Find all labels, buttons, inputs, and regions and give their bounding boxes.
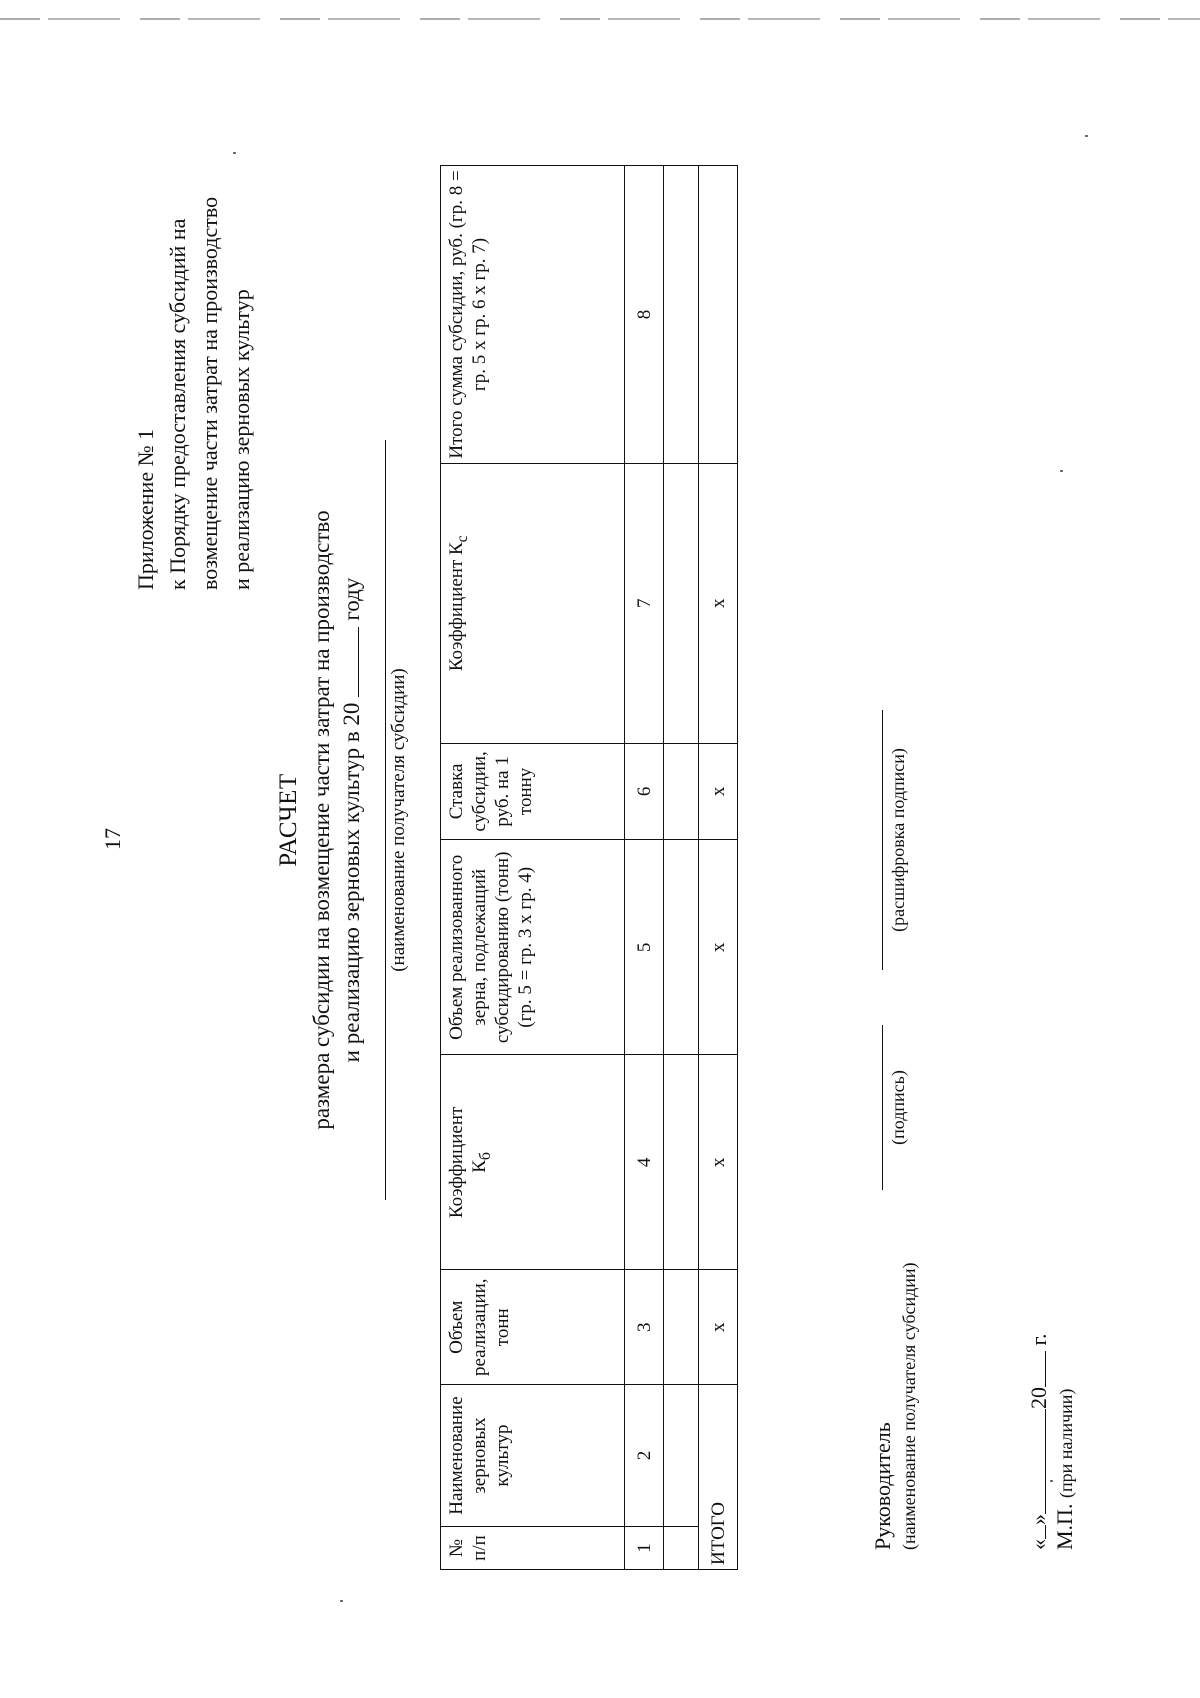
table-cell [664, 743, 699, 840]
total-cell: x [699, 1055, 738, 1270]
year-suffix: г. [1026, 1333, 1051, 1346]
scan-artifact-line [0, 18, 1200, 20]
table-row-empty [664, 166, 699, 1570]
coef-b-subscript: б [476, 1152, 494, 1161]
table-cell [664, 166, 699, 464]
column-number: 2 [625, 1385, 664, 1527]
total-label: ИТОГО [699, 1385, 738, 1570]
total-cell [699, 166, 738, 464]
signature-head: Руководитель [870, 1422, 895, 1550]
decode-caption: (расшифровка подписи) [888, 748, 908, 932]
signature-block [870, 350, 956, 1550]
column-number: 7 [625, 463, 664, 743]
column-number: 4 [625, 1055, 664, 1270]
date-close-quote: » [1026, 1514, 1051, 1525]
column-number: 8 [625, 166, 664, 464]
year-blank-date [1025, 1351, 1046, 1387]
rotated-page [100, 60, 1120, 1580]
date-line [1025, 1333, 1052, 1550]
decode-line [882, 710, 883, 970]
calculation-table [440, 165, 738, 1570]
year-prefix: 20 [1026, 1387, 1051, 1409]
column-number: 3 [625, 1270, 664, 1385]
table-row-column-numbers [625, 166, 664, 1570]
table-cell [664, 1055, 699, 1270]
total-cell: x [699, 743, 738, 840]
stamp-label: М.П. [1052, 1503, 1077, 1550]
date-open-quote: « [1026, 1539, 1051, 1550]
total-cell: x [699, 840, 738, 1055]
month-blank [1025, 1409, 1046, 1514]
coef-b-symbol: К [469, 1160, 490, 1173]
table-row-total [699, 166, 738, 1570]
recipient-caption: (наименование получателя субсидии) [388, 668, 409, 972]
coef-b-main: Коэффициент [446, 1106, 467, 1219]
signature-row [888, 350, 956, 1550]
header-crop-name: Наименование зерновых культур [441, 1385, 625, 1527]
coef-c-subscript: с [453, 535, 471, 543]
coef-c-main: Коэффициент К [446, 542, 467, 672]
signature-recipient [896, 1262, 921, 1550]
header-subsidized-volume: Объем реализованного зерна, подлежащий субсидированию (тонн) (гр. 5 = гр. 3 х гр. 4) [441, 840, 625, 1055]
stamp-line [1052, 1333, 1078, 1550]
year-blank [338, 627, 359, 697]
column-number: 5 [625, 840, 664, 1055]
total-cell: x [699, 463, 738, 743]
sign-caption: (подпись) [888, 1070, 908, 1145]
subtitle-prefix: и реализацию зерновых культур в 20 [339, 702, 364, 1063]
scan-speck [340, 1600, 343, 1602]
date-block [1025, 1333, 1078, 1550]
signature-recipient-caption: (наименование получателя субсидии) [899, 1262, 919, 1550]
signature-decode [882, 710, 910, 970]
table-cell [664, 463, 699, 743]
header-coefficient-c [441, 463, 625, 743]
table-cell [664, 1270, 699, 1385]
appendix-line: к Порядку предоставления субсидий на [165, 218, 190, 590]
recipient-name-line [385, 440, 386, 1200]
document-stage [100, 60, 1120, 1580]
appendix-line: возмещение части затрат на производство [197, 196, 222, 590]
stamp-note: (при наличии) [1056, 1388, 1076, 1499]
sign-line [882, 1025, 883, 1190]
column-number: 1 [625, 1527, 664, 1570]
scan-speck [233, 152, 236, 154]
scan-speck [1050, 1480, 1053, 1482]
page-number: 17 [100, 828, 125, 850]
appendix-line: и реализацию зерновых культур [229, 289, 254, 590]
signature-sign [882, 1025, 910, 1190]
total-cell: x [699, 1270, 738, 1385]
header-sales-volume: Объем реализации, тонн [441, 1270, 625, 1385]
table-header-row [441, 166, 625, 1570]
header-total-subsidy: Итого сумма субсидии, руб. (гр. 8 = гр. 5 х гр. 6 х гр. 7) [441, 166, 625, 464]
scan-speck [1060, 470, 1063, 472]
day-blank [1025, 1525, 1046, 1539]
document-title: РАСЧЕТ [275, 773, 302, 867]
header-subsidy-rate: Ставка субсидии, руб. на 1 тонну [441, 743, 625, 840]
appendix-line: Приложение № 1 [133, 428, 158, 590]
title-block [275, 360, 410, 1280]
scan-speck [1085, 135, 1088, 137]
document-subtitle-line-2 [337, 360, 367, 1280]
header-coefficient-b [441, 1055, 625, 1270]
header-number: № п/п [441, 1527, 625, 1570]
subtitle-suffix: году [339, 577, 364, 621]
column-number: 6 [625, 743, 664, 840]
document-subtitle-line-1: размера субсидии на возмещение части затрат на производство [309, 510, 334, 1130]
appendix-block [130, 70, 258, 590]
table-cell [664, 1527, 699, 1570]
table-cell [664, 1385, 699, 1527]
table-cell [664, 840, 699, 1055]
